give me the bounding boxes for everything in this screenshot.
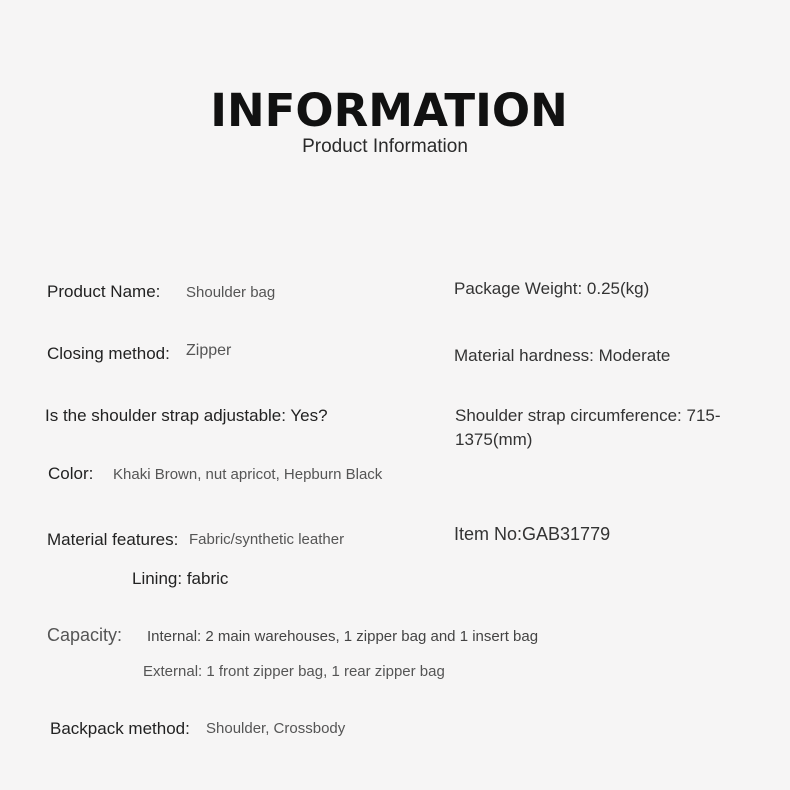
- strap-circumference-line1: Shoulder strap circumference: 715-: [455, 406, 721, 425]
- product-name-label: Product Name:: [47, 282, 161, 301]
- strap-adjustable: Is the shoulder strap adjustable: Yes?: [45, 406, 328, 425]
- color-value: Khaki Brown, nut apricot, Hepburn Black: [113, 466, 383, 483]
- closing-method-label: Closing method:: [47, 344, 170, 363]
- closing-method-value: Zipper: [186, 342, 232, 359]
- material-hardness: Material hardness: Moderate: [454, 346, 671, 365]
- capacity-label: Capacity:: [47, 625, 123, 645]
- package-weight: Package Weight: 0.25(kg): [454, 279, 650, 298]
- color-label: Color:: [48, 464, 94, 483]
- capacity-internal: Internal: 2 main warehouses, 1 zipper bag and 1 insert bag: [147, 628, 539, 645]
- page-title: INFORMATION: [210, 84, 568, 137]
- material-features-value: Fabric/synthetic leather: [189, 531, 345, 548]
- strap-circumference-line2: 1375(mm): [455, 430, 533, 449]
- capacity-external: External: 1 front zipper bag, 1 rear zipper bag: [143, 663, 445, 680]
- backpack-method-label: Backpack method:: [50, 719, 190, 738]
- lining: Lining: fabric: [132, 569, 229, 588]
- product-name-value: Shoulder bag: [186, 284, 276, 301]
- page-subtitle: Product Information: [302, 136, 468, 157]
- material-features-label: Material features:: [47, 530, 179, 549]
- item-number: Item No:GAB31779: [454, 524, 611, 544]
- backpack-method-value: Shoulder, Crossbody: [206, 720, 346, 737]
